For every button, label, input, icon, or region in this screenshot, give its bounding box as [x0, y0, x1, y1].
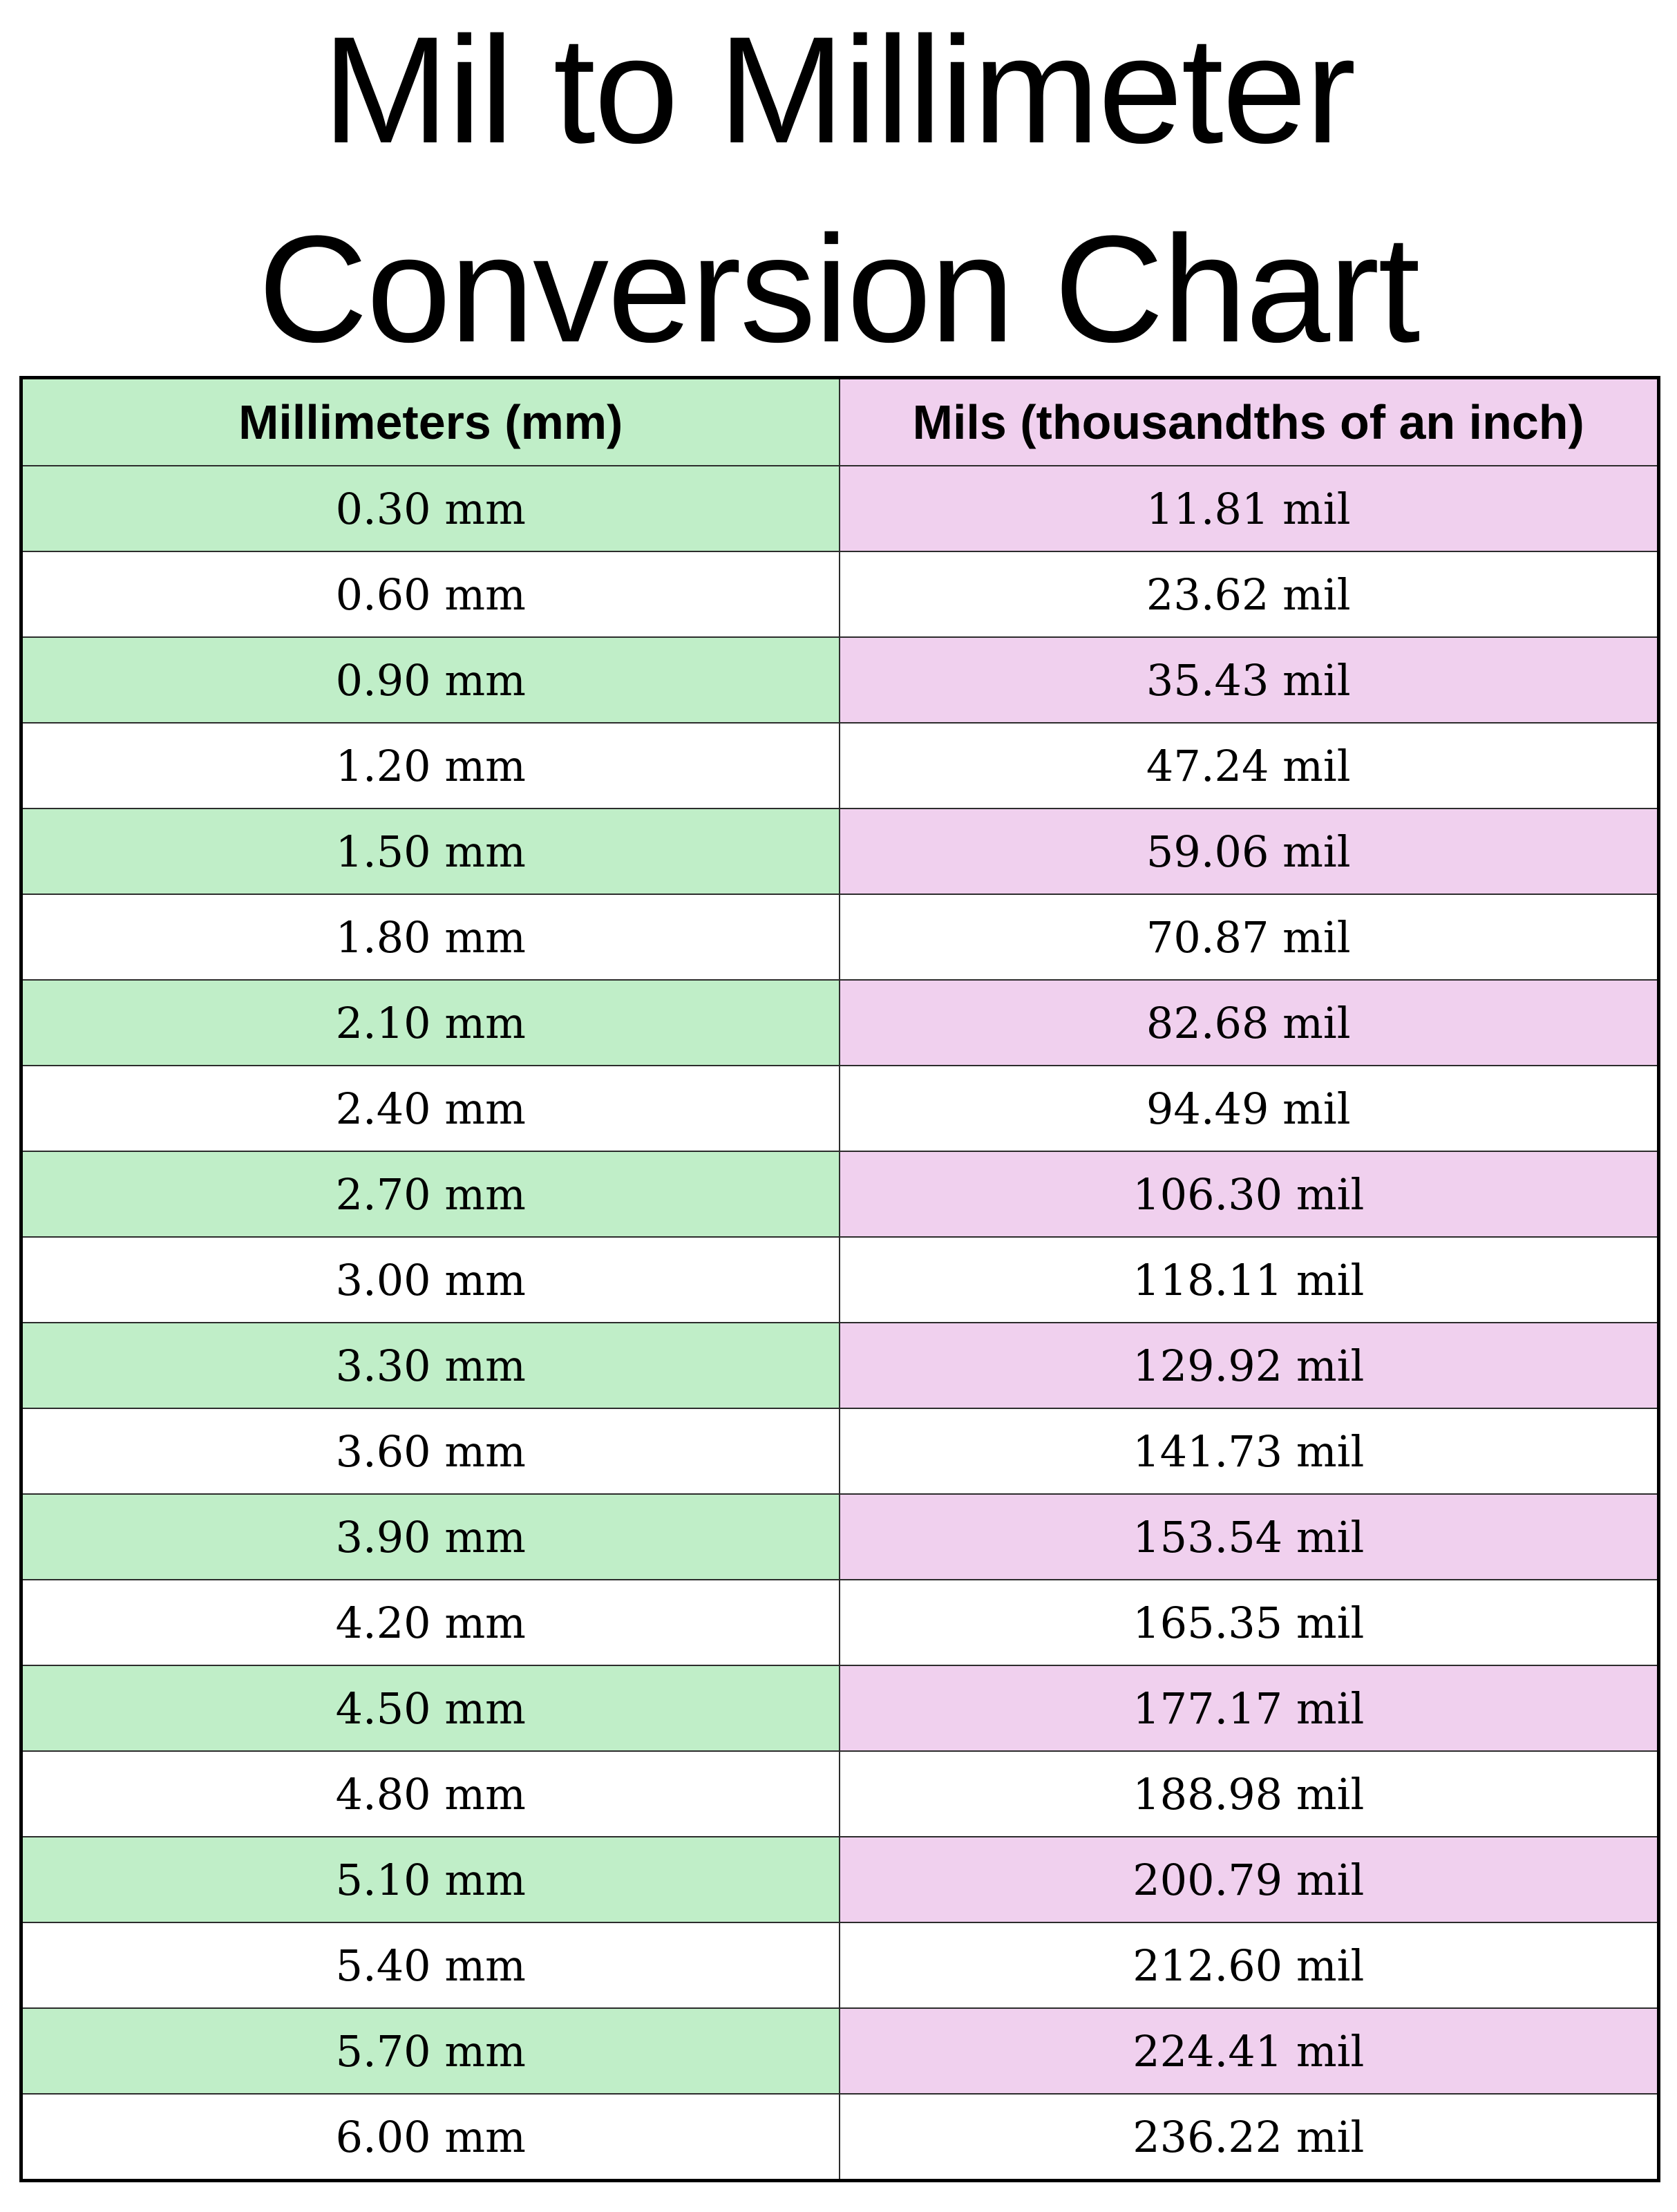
cell-millimeters: 2.10 mm	[21, 980, 840, 1066]
table-row	[21, 1408, 1659, 1494]
header-row	[21, 378, 1659, 466]
table-row	[21, 637, 1659, 723]
cell-mils: 129.92 mil	[840, 1323, 1659, 1408]
cell-mils: 177.17 mil	[840, 1665, 1659, 1751]
cell-millimeters: 0.90 mm	[21, 637, 840, 723]
cell-millimeters: 3.00 mm	[21, 1237, 840, 1323]
cell-mils: 35.43 mil	[840, 637, 1659, 723]
table-body	[21, 466, 1659, 2181]
cell-mils: 153.54 mil	[840, 1494, 1659, 1580]
table-row	[21, 1751, 1659, 1837]
cell-mils: 59.06 mil	[840, 809, 1659, 894]
cell-millimeters: 0.30 mm	[21, 466, 840, 551]
table-row	[21, 1066, 1659, 1151]
table-row	[21, 980, 1659, 1066]
header-millimeters: Millimeters (mm)	[21, 378, 840, 466]
cell-millimeters: 3.60 mm	[21, 1408, 840, 1494]
cell-millimeters: 4.20 mm	[21, 1580, 840, 1665]
cell-millimeters: 2.40 mm	[21, 1066, 840, 1151]
table-row	[21, 1237, 1659, 1323]
table-row	[21, 1151, 1659, 1237]
cell-millimeters: 0.60 mm	[21, 551, 840, 637]
cell-millimeters: 4.50 mm	[21, 1665, 840, 1751]
cell-mils: 236.22 mil	[840, 2094, 1659, 2181]
table-row	[21, 809, 1659, 894]
page-title	[0, 0, 1677, 373]
cell-millimeters: 4.80 mm	[21, 1751, 840, 1837]
table-row	[21, 1837, 1659, 1922]
cell-mils: 188.98 mil	[840, 1751, 1659, 1837]
cell-millimeters: 6.00 mm	[21, 2094, 840, 2181]
cell-mils: 82.68 mil	[840, 980, 1659, 1066]
title-line-1: Mil to Millimeter	[322, 5, 1355, 175]
conversion-table	[19, 376, 1660, 2182]
cell-mils: 23.62 mil	[840, 551, 1659, 637]
table-row	[21, 894, 1659, 980]
cell-mils: 106.30 mil	[840, 1151, 1659, 1237]
cell-mils: 212.60 mil	[840, 1922, 1659, 2008]
table-row	[21, 551, 1659, 637]
table-row	[21, 466, 1659, 551]
cell-millimeters: 5.10 mm	[21, 1837, 840, 1922]
cell-mils: 200.79 mil	[840, 1837, 1659, 1922]
cell-mils: 47.24 mil	[840, 723, 1659, 809]
table-row	[21, 1323, 1659, 1408]
cell-mils: 224.41 mil	[840, 2008, 1659, 2094]
table-row	[21, 1665, 1659, 1751]
cell-mils: 11.81 mil	[840, 466, 1659, 551]
cell-millimeters: 1.20 mm	[21, 723, 840, 809]
table-row	[21, 723, 1659, 809]
table-row	[21, 1922, 1659, 2008]
table-row	[21, 1580, 1659, 1665]
header-mils: Mils (thousandths of an inch)	[840, 378, 1659, 466]
cell-mils: 141.73 mil	[840, 1408, 1659, 1494]
cell-mils: 70.87 mil	[840, 894, 1659, 980]
cell-millimeters: 5.70 mm	[21, 2008, 840, 2094]
cell-millimeters: 3.30 mm	[21, 1323, 840, 1408]
cell-millimeters: 2.70 mm	[21, 1151, 840, 1237]
table-row	[21, 1494, 1659, 1580]
cell-millimeters: 1.50 mm	[21, 809, 840, 894]
cell-millimeters: 1.80 mm	[21, 894, 840, 980]
cell-mils: 118.11 mil	[840, 1237, 1659, 1323]
cell-millimeters: 5.40 mm	[21, 1922, 840, 2008]
cell-millimeters: 3.90 mm	[21, 1494, 840, 1580]
table-row	[21, 2094, 1659, 2181]
cell-mils: 165.35 mil	[840, 1580, 1659, 1665]
cell-mils: 94.49 mil	[840, 1066, 1659, 1151]
table-row	[21, 2008, 1659, 2094]
title-line-2: Conversion Chart	[258, 204, 1419, 374]
